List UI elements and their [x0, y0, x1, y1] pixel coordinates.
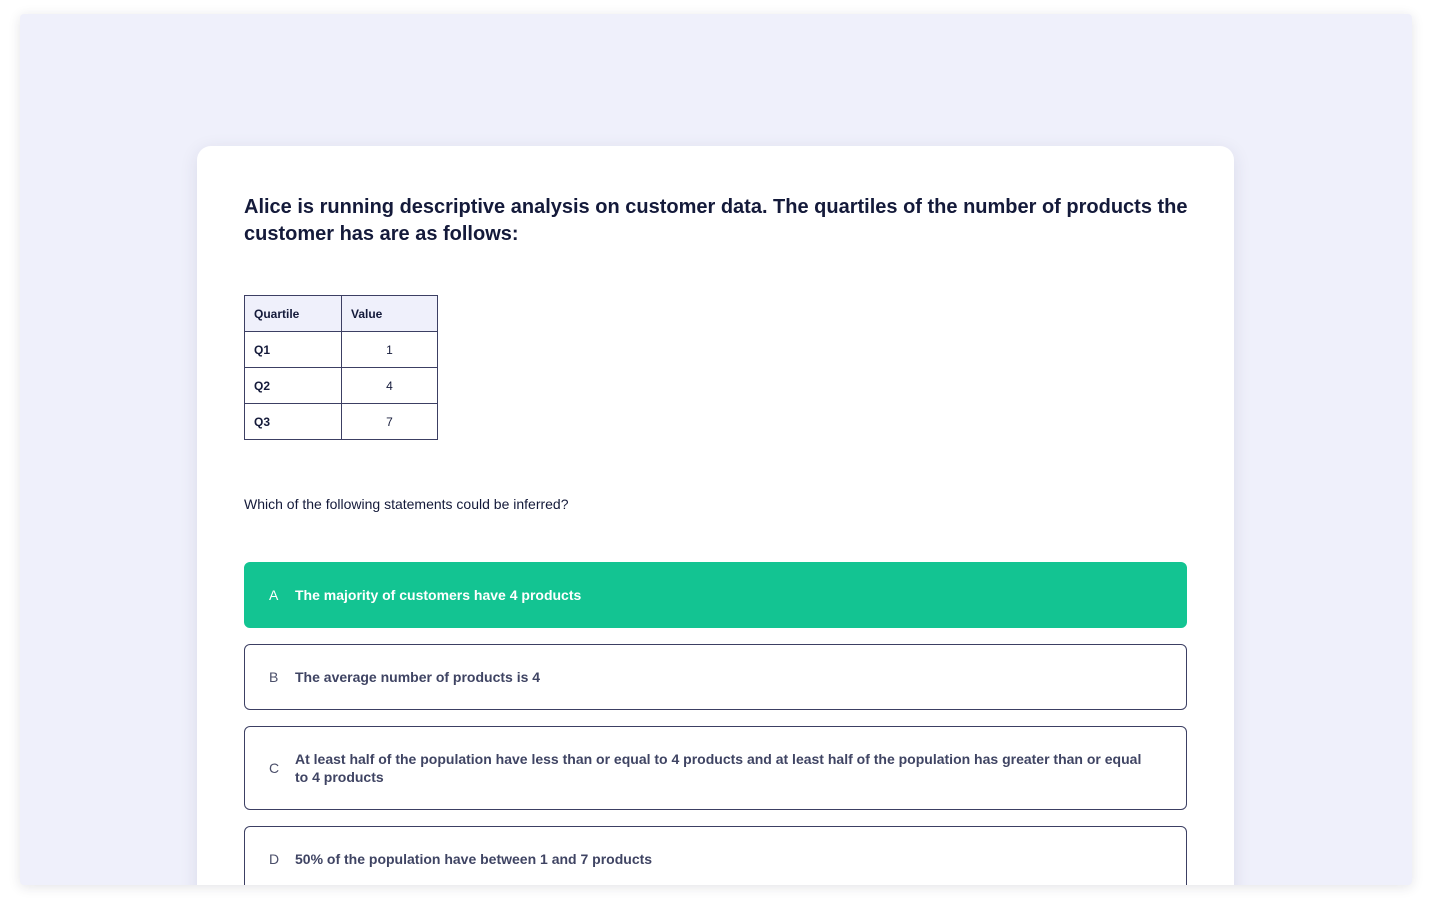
- table-cell-value: 1: [342, 332, 438, 368]
- answer-option-d[interactable]: [244, 826, 1187, 885]
- option-letter: C: [269, 760, 280, 776]
- answer-option-c[interactable]: [244, 726, 1187, 810]
- table-header-value: Value: [342, 296, 438, 332]
- table-header-quartile: Quartile: [245, 296, 342, 332]
- option-text: The average number of products is 4: [295, 669, 541, 685]
- answer-option-a[interactable]: [244, 562, 1187, 628]
- table-cell-value: 7: [342, 404, 438, 440]
- answer-option-b[interactable]: [244, 644, 1187, 710]
- table-cell-quartile: Q1: [245, 332, 342, 368]
- option-text: 50% of the population have between 1 and 7 products: [295, 851, 653, 867]
- page-background: [20, 14, 1412, 885]
- table-cell-quartile: Q2: [245, 368, 342, 404]
- table-cell-quartile: Q3: [245, 404, 342, 440]
- table-cell-value: 4: [342, 368, 438, 404]
- option-letter: B: [269, 669, 279, 685]
- question-prompt: Which of the following statements could be inferred?: [244, 496, 569, 512]
- quartile-table: [244, 295, 438, 440]
- option-text: At least half of the population have less than or equal to 4 products and at least half of the population has greater than or equal to 4 products: [295, 751, 1142, 785]
- table-header-row: [245, 296, 438, 332]
- option-text: The majority of customers have 4 products: [295, 587, 582, 603]
- table-row: [245, 332, 438, 368]
- question-card: [197, 146, 1234, 885]
- table-row: [245, 404, 438, 440]
- option-letter: D: [269, 851, 280, 867]
- option-letter: A: [269, 587, 279, 603]
- question-title: Alice is running descriptive analysis on customer data. The quartiles of the number of products the customer has are as follows:: [244, 196, 1188, 245]
- table-row: [245, 368, 438, 404]
